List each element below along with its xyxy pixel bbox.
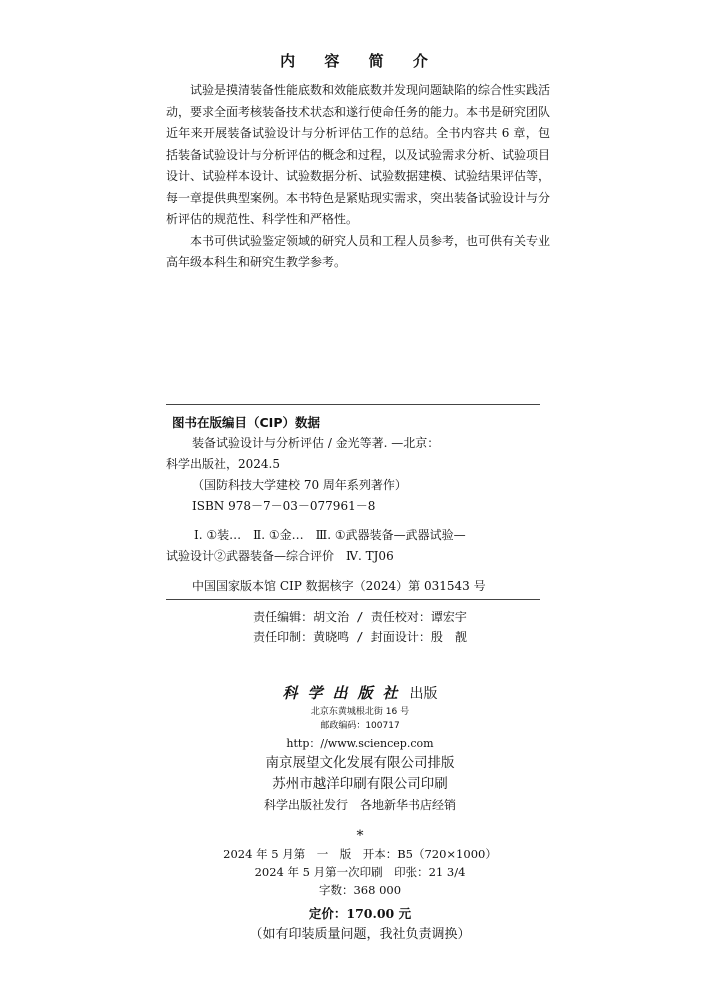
intro-body [166, 80, 550, 274]
cip-heading: 图书在版编目（CIP）数据 [172, 415, 320, 430]
editor-line: 责任编辑：胡文治 / 责任校对：谭宏宇 [253, 610, 467, 624]
distributor: 科学出版社发行 各地新华书店经销 [263, 798, 456, 812]
publisher-url: http：//www.sciencep.com [286, 737, 434, 750]
cip-isbn: ISBN 978－7－03－077961－8 [192, 499, 376, 513]
cip-classification-line: 试验设计②武器装备—综合评价 Ⅳ. TJ06 [166, 549, 394, 563]
cip-title-line: 装备试验设计与分析评估 / 金光等著. —北京： [192, 436, 440, 450]
printer: 苏州市越洋印刷有限公司印刷 [272, 776, 448, 792]
cip-subject-line: Ⅰ. ①装… Ⅱ. ①金… Ⅲ. ①武器装备—武器试验— [194, 528, 466, 542]
publisher-postcode: 邮政编码：100717 [320, 721, 400, 731]
intro-title: 内 容 简 介 [280, 52, 440, 70]
typesetter: 南京展望文化发展有限公司排版 [265, 755, 455, 771]
cip-series-line: （国防科技大学建校 70 周年系列著作） [192, 478, 407, 492]
publisher-block [0, 682, 720, 945]
printing-line: 2024 年 5 月第一次印刷 印张：21 3/4 [254, 865, 466, 879]
publisher-address: 北京东黄城根北街 16 号 [310, 707, 410, 717]
cip-number: 中国国家版本馆 CIP 数据核字（2024）第 031543 号 [192, 579, 486, 593]
quality-note: （如有印装质量问题，我社负责调换） [249, 927, 471, 942]
cip-block [166, 404, 540, 600]
editor-line: 责任印制：黄晓鸣 / 封面设计：殷 靓 [253, 630, 467, 644]
separator-star: * [356, 828, 364, 844]
edition-line: 2024 年 5 月第 一 版 开本：B5（720×1000） [223, 847, 497, 861]
intro-paragraph: 本书可供试验鉴定领域的研究人员和工程人员参考，也可供有关专业高年级本科生和研究生教学参考。 [166, 233, 551, 269]
publisher-suffix: 出版 [409, 686, 438, 702]
editors-block [0, 607, 720, 647]
cip-publisher-line: 科学出版社，2024.5 [166, 457, 280, 471]
intro-paragraph: 试验是摸清装备性能底数和效能底数并发现问题缺陷的综合性实践活动，要求全面考核装备技术状态和遂行使命任务的能力。本书是研究团队近年来开展装备试验设计与分析评估工作的总结。全书内容共 6 章，包括装备试验设计与分析评估的概念和过程，以及试验需求分析、试验项目设计、试验样本设计、试验数据分析、试验数据建模、试验结果评估等，每一章提供典型案例。本书特色是紧贴现实需求，突出装备试验设计与分析评估的规范性、科学性和严格性。 [166, 83, 551, 226]
publisher-logo: 科学出版社 [282, 684, 408, 702]
price: 定价：170.00 元 [308, 906, 412, 921]
publisher-name [0, 682, 720, 705]
word-count: 字数：368 000 [318, 883, 402, 897]
edition-info [0, 845, 720, 899]
